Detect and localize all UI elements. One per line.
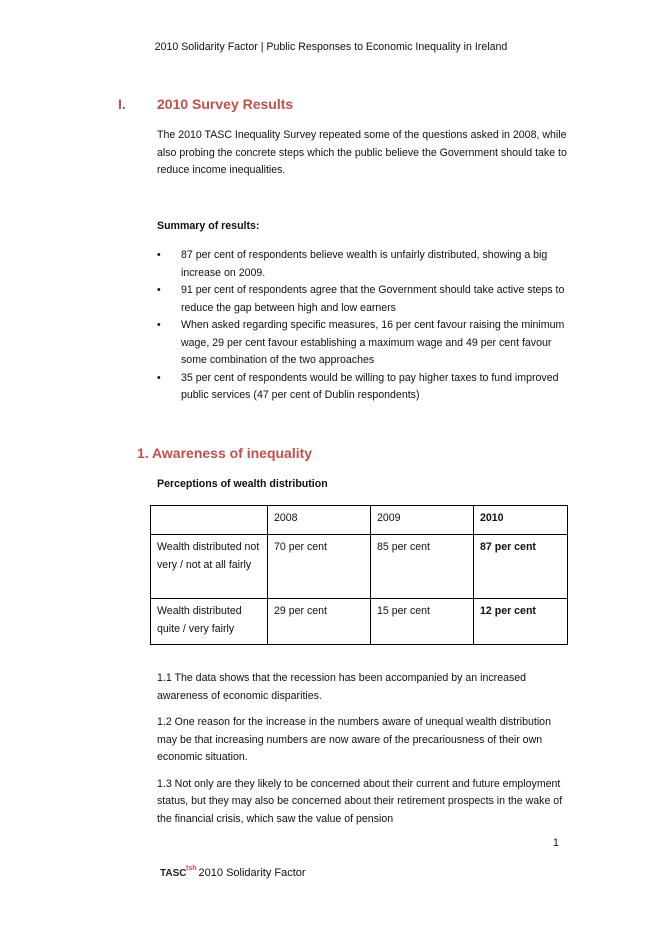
table-cell: 12 per cent — [474, 599, 568, 645]
table-cell: 2008 — [268, 506, 371, 535]
table-title: Perceptions of wealth distribution — [157, 478, 328, 490]
table-cell: 2010 — [474, 506, 568, 535]
table-cell: 2009 — [371, 506, 474, 535]
footer-text: 2010 Solidarity Factor — [198, 867, 306, 879]
table-cell: 29 per cent — [268, 599, 371, 645]
table-cell: 87 per cent — [474, 535, 568, 599]
logo-mark: tsh — [185, 865, 197, 872]
list-item: • 91 per cent of respondents agree that the Government should take active steps to reduce the gap between high and low earners — [157, 282, 567, 317]
table-row — [151, 506, 568, 535]
list-item: • 35 per cent of respondents would be willing to pay higher taxes to fund improved public services (47 per cent of Dublin respondents) — [157, 370, 567, 405]
table-cell: Wealth distributed quite / very fairly — [151, 599, 268, 645]
tasc-logo: TASC tsh — [160, 868, 186, 879]
table-row — [151, 535, 568, 599]
list-item: • 87 per cent of respondents believe wealth is unfairly distributed, showing a big increase on 2009. — [157, 247, 567, 282]
summary-list — [157, 247, 567, 405]
page-number: 1 — [553, 837, 559, 849]
intro-paragraph: The 2010 TASC Inequality Survey repeated some of the questions asked in 2008, while also probing the concrete steps which the public believe the Government should take to reduce income inequalities. — [157, 129, 567, 176]
list-item: • When asked regarding specific measures, 16 per cent favour raising the minimum wage, 29 per cent favour establishing a maximum wage and 49 per cent favour some combination of the two approaches — [157, 317, 567, 370]
paragraph: 1.3 Not only are they likely to be concerned about their current and future employment status, but they may also be concerned about their retirement prospects in the wake of the financial crisis, which saw the value of pension — [157, 777, 563, 825]
wealth-table — [150, 505, 568, 645]
table-cell: Wealth distributed not very / not at all fairly — [151, 535, 268, 599]
subsection-title: 1. Awareness of inequality — [137, 445, 313, 461]
section-title: 2010 Survey Results — [157, 96, 294, 112]
page-header: 2010 Solidarity Factor | Public Responses to Economic Inequality in Ireland — [154, 41, 508, 53]
table-cell: 85 per cent — [371, 535, 474, 599]
table-cell: 70 per cent — [268, 535, 371, 599]
paragraph: 1.1 The data shows that the recession has been accompanied by an increased awareness of economic disparities. — [157, 672, 527, 702]
table-cell — [151, 506, 268, 535]
table-cell: 15 per cent — [371, 599, 474, 645]
footer — [160, 865, 306, 883]
paragraph: 1.2 One reason for the increase in the numbers aware of unequal wealth distribution may be that increasing numbers are now aware of the precariousness of their own economic situation. — [157, 716, 551, 763]
summary-title: Summary of results: — [157, 220, 260, 232]
body-paragraphs — [157, 670, 567, 837]
table-row — [151, 599, 568, 645]
section-number: I. — [118, 96, 126, 112]
